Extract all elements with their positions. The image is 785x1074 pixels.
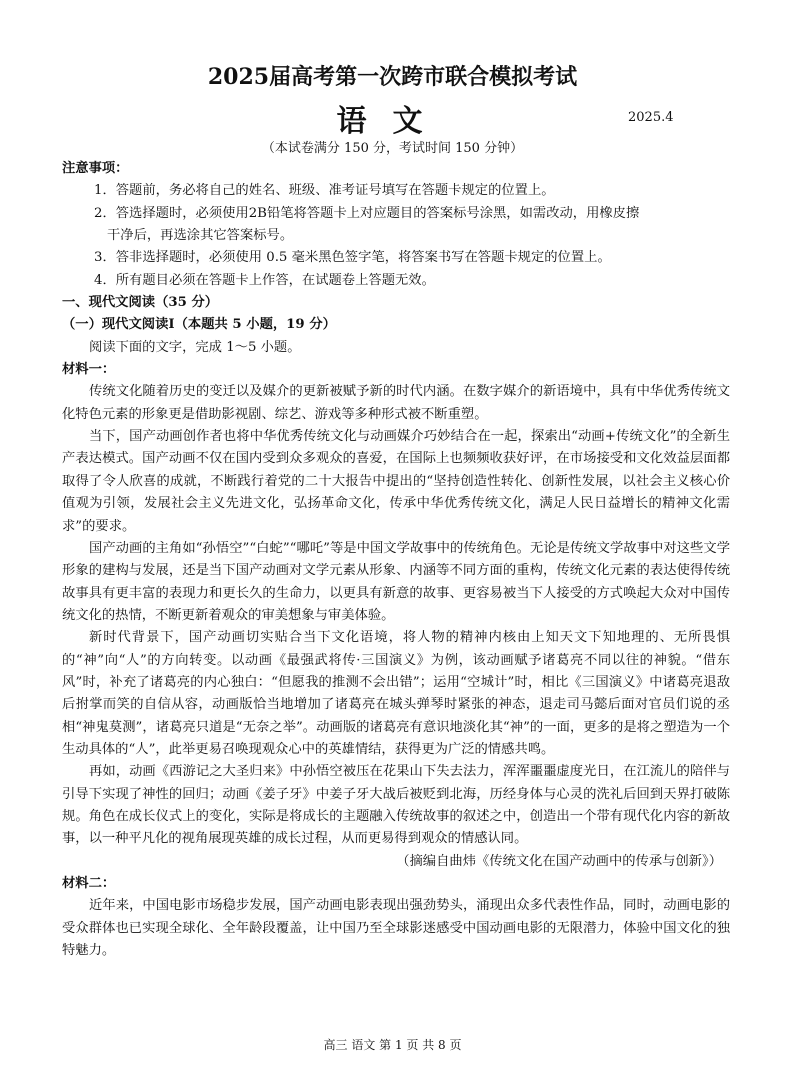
material-one-paragraph: 新时代背景下，国产动画切实贴合当下文化语境，将人物的精神内核由上知天文下知地理的、无所畏惧的“神”向“人”的方向转变。以动画《最强武将传·三国演义》为例，该动画赋予诸葛亮不同以往的神貌。“借东风”时，补充了诸葛亮的内心独白：“但愿我的推测不会出错”；运用“空城计”时，相比《三国演义》中诸葛亮退敌后拊掌而笑的自信从容，动画版恰当地增加了诸葛亮在城头弹琴时紧张的神态，退走司马懿后面对官员们说的丞相“神鬼莫测”，诸葛亮只道是“无奈之举”。动画版的诸葛亮有意识地淡化其“神”的一面，更多的是将之塑造为一个生动具体的“人”，此举更易召唤现观众心中的英雄情结，获得更为广泛的情感共鸣。 xyxy=(62,630,730,757)
material-two-label: 材料二： xyxy=(62,876,116,891)
section-heading: 一、现代文阅读（35 分） xyxy=(62,295,219,311)
material-one-label: 材料一： xyxy=(62,362,116,378)
notice-heading: 注意事项： xyxy=(62,161,129,176)
material-one-paragraph: 传统文化随着历史的变迁以及媒介的更新被赋予新的时代内涵。在数字媒介的新语境中，具有中华优秀传统文化特色元素的形象更是借助影视剧、综艺、游戏等多种形式被不断重塑。 xyxy=(62,384,730,422)
notice-item: 4．所有题目必须在答题卡上作答，在试题卷上答题无效。 xyxy=(94,272,435,288)
material-one-paragraph: 国产动画的主角如“孙悟空”“白蛇”“哪吒”等是中国文学故事中的传统角色。无论是传统文学故事中对这些文学形象的建构与发展，还是当下国产动画对文学元素从形象、内涵等不同方面的重构，传统文化元素的表达使得传统故事具有更丰富的表现力和更长久的生命力，以更具有新意的故事、更容易被当下人接受的方式唤起大众对中国传统文化的热情，不断更新着观众的审美想象与审美体验。 xyxy=(62,540,730,623)
exam-title: 2025届高考第一次跨市联合模拟考试 xyxy=(207,64,578,90)
material-one-paragraph: 再如，动画《西游记之大圣归来》中孙悟空被压在花果山下失去法力，浑浑噩噩虚度光日，在江流儿的陪伴与引导下实现了神性的回归；动画《姜子牙》中姜子牙大战后被贬到北海，历经身体与心灵的洗礼后回到天界打破陈规。角色在成长仪式上的变化，实际是将成长的主题融入传统故事的叙述之中，创造出一个带有现代化内容的新故事，以一种平凡化的视角展现英雄的成长过程，从而更易得到观众的情感认同。 xyxy=(62,764,730,847)
section-sub-heading: （一）现代文阅读Ⅰ（本题共 5 小题，19 分） xyxy=(62,317,336,333)
reading-instruction: 阅读下面的文字，完成 1～5 小题。 xyxy=(89,339,301,355)
material-one-source: （摘编自曲炜《传统文化在国产动画中的传承与创新》） xyxy=(396,853,722,869)
exam-info: （本试卷满分 150 分，考试时间 150 分钟） xyxy=(261,141,524,156)
exam-body xyxy=(62,158,730,962)
exam-date: 2025.4 xyxy=(628,110,674,125)
notice-item: 2．答选择题时，必须使用2B铅笔将答题卡上对应题目的答案标号涂黑，如需改动，用橡皮擦 xyxy=(94,205,640,221)
page-footer: 高三 语文 第 1 页 共 8 页 xyxy=(323,1038,462,1052)
notice-item-continued: 干净后，再选涂其它答案标号。 xyxy=(107,228,294,244)
material-one-paragraph: 当下，国产动画创作者也将中华优秀传统文化与动画媒介巧妙结合在一起，探索出“动画+传统文化”的全新生产表达模式。国产动画不仅在国内受到众多观众的喜爱，在国际上也频频收获好评，在市场接受和文化效益层面都取得了令人欣喜的成就，不断践行着党的二十大报告中提出的“坚持创造性转化、创新性发展，以社会主义核心价值观为引领，发展社会主义先进文化，弘扬革命文化，传承中华优秀传统文化，满足人民日益增长的精神文化需求”的要求。 xyxy=(62,429,730,534)
material-two-paragraph: 近年来，中国电影市场稳步发展，国产动画电影表现出强劲势头，涌现出众多代表性作品，同时，动画电影的受众群体也已实现全球化、全年龄段覆盖，让中国乃至全球影迷感受中国动画电影的无限潜力，体验中国文化的独特魅力。 xyxy=(62,898,730,959)
subject-title: 语文 xyxy=(336,104,449,139)
notice-item: 1．答题前，务必将自己的姓名、班级、准考证号填写在答题卡规定的位置上。 xyxy=(94,183,555,199)
notice-item: 3．答非选择题时，必须使用 0.5 毫米黑色签字笔，将答案书写在答题卡规定的位置上。 xyxy=(94,250,611,266)
